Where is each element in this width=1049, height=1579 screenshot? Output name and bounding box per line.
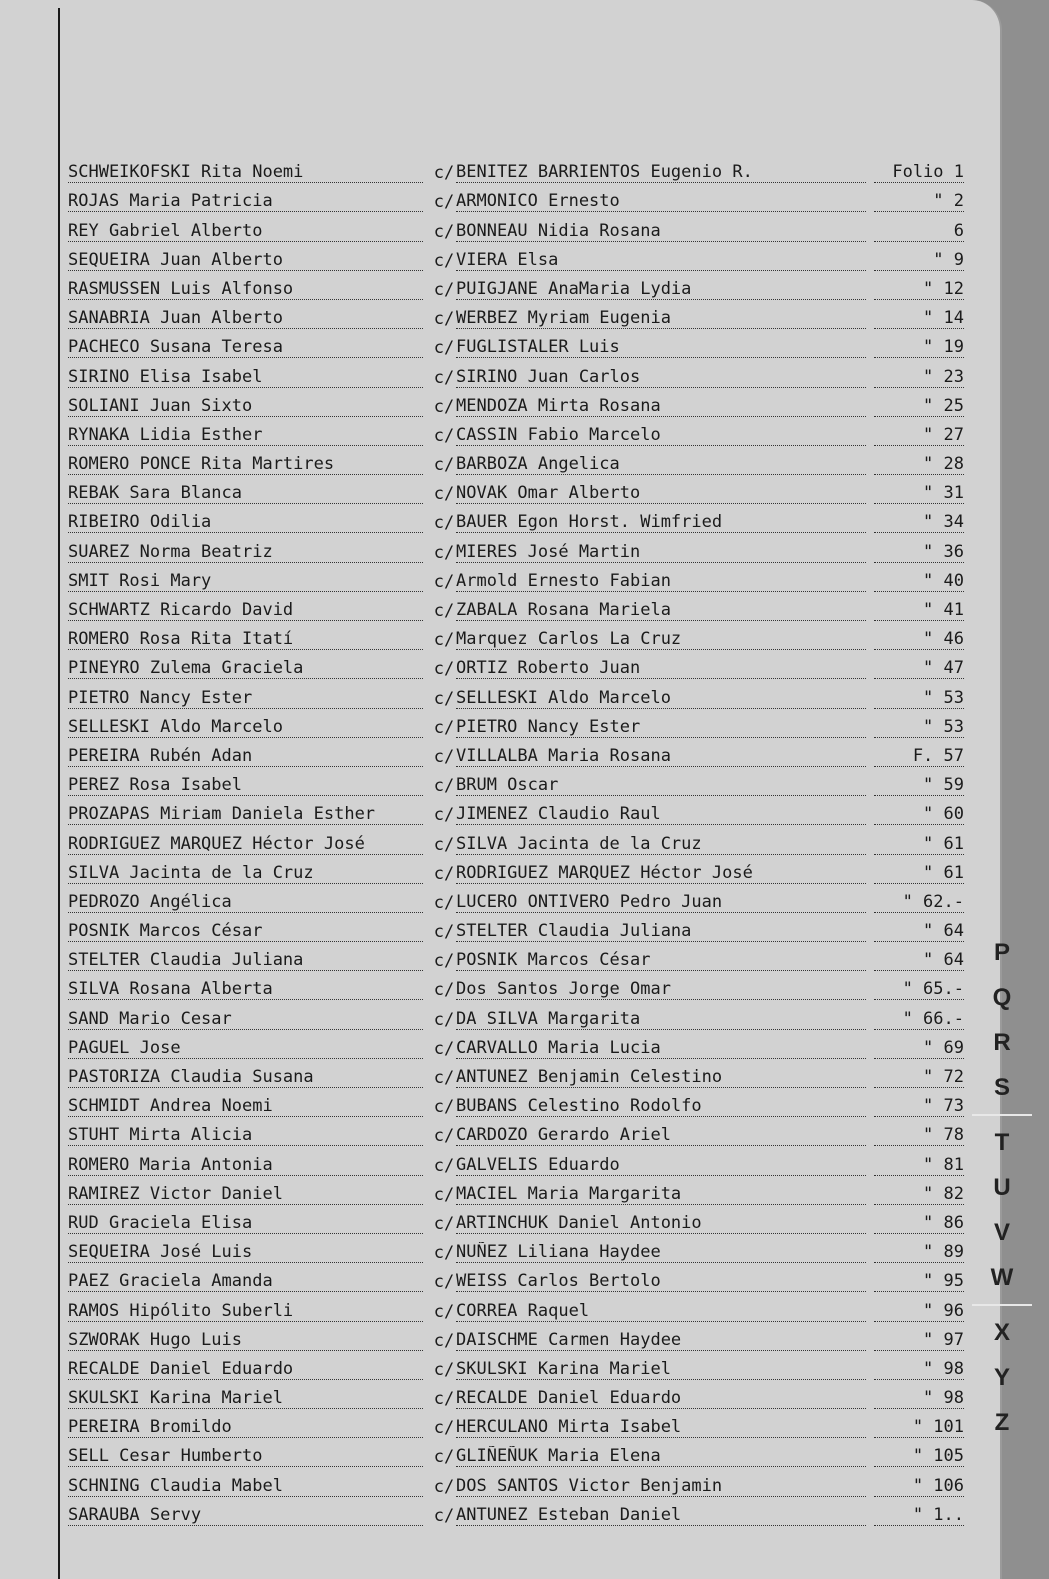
- entry-spouse: RECALDE Daniel Eduardo: [456, 1388, 866, 1409]
- entry-folio: " 9: [874, 250, 964, 271]
- entry-row: [64, 1090, 964, 1119]
- entry-spouse: BARBOZA Angelica: [456, 454, 866, 475]
- entry-row: [64, 506, 964, 535]
- entry-folio: " 36: [874, 542, 964, 563]
- entry-separator: c/: [433, 1476, 455, 1497]
- entry-folio: " 59: [874, 775, 964, 796]
- entry-name: PAGUEL Jose: [68, 1038, 423, 1059]
- entry-separator: c/: [433, 1155, 455, 1176]
- entry-name: SMIT Rosi Mary: [68, 571, 423, 592]
- entry-row: [64, 886, 964, 915]
- entry-name: PAEZ Graciela Amanda: [68, 1271, 423, 1292]
- entry-folio: " 12: [874, 279, 964, 300]
- index-tab-p[interactable]: P: [993, 939, 1010, 966]
- entry-name: RYNAKA Lidia Esther: [68, 425, 423, 446]
- entry-spouse: SELLESKI Aldo Marcelo: [456, 688, 866, 709]
- entry-folio: " 82: [874, 1184, 964, 1205]
- entry-row: [64, 711, 964, 740]
- entry-spouse: NOVAK Omar Alberto: [456, 483, 866, 504]
- entry-folio: " 27: [874, 425, 964, 446]
- entry-spouse: ORTIZ Roberto Juan: [456, 658, 866, 679]
- entry-separator: c/: [433, 1447, 455, 1468]
- entry-name: SILVA Rosana Alberta: [68, 979, 423, 1000]
- entry-folio: " 101: [874, 1417, 964, 1438]
- entry-row: [64, 565, 964, 594]
- entry-row: [64, 448, 964, 477]
- entry-spouse: RODRIGUEZ MARQUEZ Héctor José: [456, 863, 866, 884]
- entry-name: STELTER Claudia Juliana: [68, 950, 423, 971]
- entry-name: SCHWARTZ Ricardo David: [68, 600, 423, 621]
- entry-name: ROJAS Maria Patricia: [68, 191, 423, 212]
- entry-row: [64, 1032, 964, 1061]
- entry-name: RODRIGUEZ MARQUEZ Héctor José: [68, 834, 423, 855]
- entry-name: SELL Cesar Humberto: [68, 1446, 423, 1467]
- entry-separator: c/: [433, 309, 455, 330]
- entry-folio: " 69: [874, 1038, 964, 1059]
- index-tab-u[interactable]: U: [993, 1174, 1011, 1201]
- entry-row: [64, 1148, 964, 1177]
- entry-name: RAMOS Hipólito Suberli: [68, 1301, 423, 1322]
- entry-separator: c/: [433, 396, 455, 417]
- entry-name: PROZAPAS Miriam Daniela Esther: [68, 804, 423, 825]
- entry-row: [64, 594, 964, 623]
- entry-spouse: BAUER Egon Horst. Wimfried: [456, 512, 866, 533]
- entry-separator: c/: [433, 513, 455, 534]
- entry-folio: " 61: [874, 863, 964, 884]
- entry-separator: c/: [433, 659, 455, 680]
- entry-separator: c/: [433, 630, 455, 651]
- entry-separator: c/: [433, 951, 455, 972]
- index-tab-x[interactable]: X: [993, 1319, 1010, 1346]
- entry-separator: c/: [433, 1330, 455, 1351]
- entry-folio: " 28: [874, 454, 964, 475]
- entry-separator: c/: [433, 1009, 455, 1030]
- entry-separator: c/: [433, 1359, 455, 1380]
- entry-spouse: BUBANS Celestino Rodolfo: [456, 1096, 866, 1117]
- entry-folio: " 72: [874, 1067, 964, 1088]
- entry-spouse: ARMONICO Ernesto: [456, 191, 866, 212]
- entry-spouse: PUIGJANE AnaMaria Lydia: [456, 279, 866, 300]
- entry-name: PINEYRO Zulema Graciela: [68, 658, 423, 679]
- entry-separator: c/: [433, 922, 455, 943]
- entry-separator: c/: [433, 834, 455, 855]
- entry-name: SILVA Jacinta de la Cruz: [68, 863, 423, 884]
- entry-name: SZWORAK Hugo Luis: [68, 1330, 423, 1351]
- entry-row: [64, 273, 964, 302]
- entry-spouse: PIETRO Nancy Ester: [456, 717, 866, 738]
- entry-spouse: CORREA Raquel: [456, 1301, 866, 1322]
- entry-spouse: POSNIK Marcos César: [456, 950, 866, 971]
- entry-folio: " 95: [874, 1271, 964, 1292]
- entry-folio: " 61: [874, 834, 964, 855]
- entry-folio: " 1..: [874, 1505, 964, 1526]
- entry-folio: " 40: [874, 571, 964, 592]
- entry-spouse: SKULSKI Karina Mariel: [456, 1359, 866, 1380]
- entry-name: SUAREZ Norma Beatriz: [68, 542, 423, 563]
- entry-separator: c/: [433, 1126, 455, 1147]
- entry-row: [64, 1382, 964, 1411]
- entry-row: [64, 244, 964, 273]
- entry-row: [64, 185, 964, 214]
- entry-folio: " 105: [874, 1446, 964, 1467]
- index-tab-w[interactable]: W: [990, 1264, 1014, 1291]
- index-tab-t[interactable]: T: [994, 1129, 1010, 1156]
- entry-separator: c/: [433, 367, 455, 388]
- entry-row: [64, 798, 964, 827]
- entry-separator: c/: [433, 1097, 455, 1118]
- entry-spouse: SILVA Jacinta de la Cruz: [456, 834, 866, 855]
- entry-row: [64, 1440, 964, 1469]
- entry-folio: " 31: [874, 483, 964, 504]
- entry-folio: " 64: [874, 921, 964, 942]
- entry-name: SOLIANI Juan Sixto: [68, 396, 423, 417]
- entry-spouse: FUGLISTALER Luis: [456, 337, 866, 358]
- index-tab-q[interactable]: Q: [992, 984, 1012, 1011]
- entry-folio: Folio 1: [874, 162, 964, 183]
- entry-spouse: ZABALA Rosana Mariela: [456, 600, 866, 621]
- entry-row: [64, 740, 964, 769]
- entry-separator: c/: [433, 688, 455, 709]
- entry-separator: c/: [433, 571, 455, 592]
- entry-name: PIETRO Nancy Ester: [68, 688, 423, 709]
- entry-spouse: ANTUNEZ Esteban Daniel: [456, 1505, 866, 1526]
- entry-separator: c/: [433, 805, 455, 826]
- entry-row: [64, 915, 964, 944]
- entry-spouse: ANTUNEZ Benjamin Celestino: [456, 1067, 866, 1088]
- entry-separator: c/: [433, 746, 455, 767]
- entry-spouse: WERBEZ Myriam Eugenia: [456, 308, 866, 329]
- entry-row: [64, 419, 964, 448]
- entry-separator: c/: [433, 980, 455, 1001]
- entry-folio: " 65.-: [874, 979, 964, 1000]
- entry-spouse: STELTER Claudia Juliana: [456, 921, 866, 942]
- entry-row: [64, 973, 964, 1002]
- entry-separator: c/: [433, 1418, 455, 1439]
- entry-name: REBAK Sara Blanca: [68, 483, 423, 504]
- entry-separator: c/: [433, 279, 455, 300]
- entry-separator: c/: [433, 1068, 455, 1088]
- index-tab-y[interactable]: Y: [993, 1364, 1010, 1391]
- entry-row: [64, 390, 964, 419]
- index-tab-s[interactable]: S: [993, 1074, 1010, 1101]
- entry-folio: " 62.-: [874, 892, 964, 913]
- entry-row: [64, 214, 964, 243]
- index-tab-z[interactable]: Z: [994, 1409, 1010, 1436]
- entry-folio: 6: [874, 221, 964, 242]
- entry-spouse: GLIÑEÑUK Maria Elena: [456, 1446, 866, 1467]
- entry-folio: " 73: [874, 1096, 964, 1117]
- entry-row: [64, 1353, 964, 1382]
- entry-name: SIRINO Elisa Isabel: [68, 367, 423, 388]
- entry-name: PEREIRA Rubén Adan: [68, 746, 423, 767]
- entry-name: ROMERO PONCE Rita Martires: [68, 454, 423, 475]
- margin-line: [58, 8, 60, 1579]
- entry-name: SAND Mario Cesar: [68, 1009, 423, 1030]
- entry-separator: c/: [433, 250, 455, 271]
- entry-spouse: HERCULANO Mirta Isabel: [456, 1417, 866, 1438]
- entry-spouse: JIMENEZ Claudio Raul: [456, 804, 866, 825]
- index-tabs: [972, 930, 1032, 1445]
- entry-name: SEQUEIRA José Luis: [68, 1242, 423, 1263]
- entry-name: STUHT Mirta Alicia: [68, 1125, 423, 1146]
- entry-name: RUD Graciela Elisa: [68, 1213, 423, 1234]
- entry-spouse: SIRINO Juan Carlos: [456, 367, 866, 388]
- entry-separator: c/: [433, 455, 455, 476]
- entry-row: [64, 652, 964, 681]
- entry-name: PEREIRA Bromildo: [68, 1417, 423, 1438]
- entry-row: [64, 1265, 964, 1294]
- entry-folio: " 96: [874, 1301, 964, 1322]
- entry-folio: " 78: [874, 1125, 964, 1146]
- entry-folio: " 23: [874, 367, 964, 388]
- entry-separator: c/: [433, 163, 455, 184]
- entry-folio: " 2: [874, 191, 964, 212]
- entry-spouse: CARVALLO Maria Lucia: [456, 1038, 866, 1059]
- entry-separator: c/: [433, 542, 455, 563]
- entry-name: REY Gabriel Alberto: [68, 221, 423, 242]
- entry-row: [64, 623, 964, 652]
- entry-spouse: WEISS Carlos Bertolo: [456, 1271, 866, 1292]
- entry-row: [64, 1178, 964, 1207]
- entry-spouse: GALVELIS Eduardo: [456, 1155, 866, 1176]
- entry-folio: " 66.-: [874, 1009, 964, 1030]
- entry-spouse: Marquez Carlos La Cruz: [456, 629, 866, 650]
- entry-separator: c/: [433, 863, 455, 884]
- entry-name: PACHECO Susana Teresa: [68, 337, 423, 358]
- tab-divider: [972, 1304, 1032, 1306]
- entry-folio: " 98: [874, 1359, 964, 1380]
- entry-row: [64, 331, 964, 360]
- entry-folio: " 47: [874, 658, 964, 679]
- entry-row: [64, 1499, 964, 1528]
- entry-separator: c/: [433, 1243, 455, 1264]
- entry-spouse: Armold Ernesto Fabian: [456, 571, 866, 592]
- entry-spouse: CARDOZO Gerardo Ariel: [456, 1125, 866, 1146]
- entry-row: [64, 1119, 964, 1148]
- entry-spouse: VIERA Elsa: [456, 250, 866, 271]
- entry-row: [64, 1236, 964, 1265]
- entry-name: SCHNING Claudia Mabel: [68, 1476, 423, 1497]
- entry-row: [64, 302, 964, 331]
- entry-separator: c/: [433, 1038, 455, 1059]
- entry-name: PEDROZO Angélica: [68, 892, 423, 913]
- entry-name: POSNIK Marcos César: [68, 921, 423, 942]
- entry-folio: F. 57: [874, 746, 964, 767]
- entry-row: [64, 944, 964, 973]
- entry-spouse: MACIEL Maria Margarita: [456, 1184, 866, 1205]
- entry-separator: c/: [433, 1213, 455, 1234]
- entry-spouse: NUÑEZ Liliana Haydee: [456, 1242, 866, 1263]
- entry-name: RASMUSSEN Luis Alfonso: [68, 279, 423, 300]
- tab-divider: [972, 1114, 1032, 1116]
- entry-spouse: MENDOZA Mirta Rosana: [456, 396, 866, 417]
- entry-folio: " 89: [874, 1242, 964, 1263]
- index-tab-r[interactable]: R: [993, 1029, 1011, 1056]
- entry-name: ROMERO Maria Antonia: [68, 1155, 423, 1176]
- entry-row: [64, 360, 964, 389]
- entry-folio: " 106: [874, 1476, 964, 1497]
- entry-folio: " 46: [874, 629, 964, 650]
- entry-name: SCHWEIKOFSKI Rita Noemi: [68, 162, 423, 183]
- entry-separator: c/: [433, 1301, 455, 1322]
- entry-folio: " 97: [874, 1330, 964, 1351]
- entry-folio: " 60: [874, 804, 964, 825]
- entry-separator: c/: [433, 601, 455, 621]
- entry-folio: " 14: [874, 308, 964, 329]
- entry-spouse: CASSIN Fabio Marcelo: [456, 425, 866, 446]
- entry-row: [64, 1002, 964, 1031]
- entry-name: RECALDE Daniel Eduardo: [68, 1359, 423, 1380]
- entry-name: RAMIREZ Victor Daniel: [68, 1184, 423, 1205]
- entry-separator: c/: [433, 1389, 455, 1410]
- entry-row: [64, 535, 964, 564]
- entry-row: [64, 1294, 964, 1323]
- entry-spouse: BRUM Oscar: [456, 775, 866, 796]
- index-tab-v[interactable]: V: [993, 1219, 1010, 1246]
- entry-name: ROMERO Rosa Rita Itatí: [68, 629, 423, 650]
- entry-folio: " 64: [874, 950, 964, 971]
- entry-name: SARAUBA Servy: [68, 1505, 423, 1526]
- entry-separator: c/: [433, 425, 455, 446]
- entry-row: [64, 1469, 964, 1498]
- entry-folio: " 34: [874, 512, 964, 533]
- entry-row: [64, 857, 964, 886]
- entry-folio: " 86: [874, 1213, 964, 1234]
- entry-spouse: MIERES José Martin: [456, 542, 866, 563]
- entry-name: SELLESKI Aldo Marcelo: [68, 717, 423, 738]
- entry-spouse: BONNEAU Nidia Rosana: [456, 221, 866, 242]
- entry-row: [64, 156, 964, 185]
- entry-spouse: DOS SANTOS Victor Benjamin: [456, 1476, 866, 1497]
- entry-folio: " 25: [874, 396, 964, 417]
- entry-spouse: LUCERO ONTIVERO Pedro Juan: [456, 892, 866, 913]
- entry-row: [64, 1411, 964, 1440]
- entry-name: PEREZ Rosa Isabel: [68, 775, 423, 796]
- entry-separator: c/: [433, 1184, 455, 1205]
- entry-list: [64, 156, 964, 1528]
- entry-folio: " 53: [874, 717, 964, 738]
- entry-separator: c/: [433, 776, 455, 797]
- entry-row: [64, 769, 964, 798]
- entry-name: SKULSKI Karina Mariel: [68, 1388, 423, 1409]
- entry-row: [64, 1207, 964, 1236]
- entry-row: [64, 1061, 964, 1090]
- entry-name: SEQUEIRA Juan Alberto: [68, 250, 423, 271]
- entry-separator: c/: [433, 338, 455, 359]
- entry-folio: " 81: [874, 1155, 964, 1176]
- entry-folio: " 41: [874, 600, 964, 621]
- entry-folio: " 98: [874, 1388, 964, 1409]
- entry-separator: c/: [433, 484, 455, 505]
- entry-folio: " 53: [874, 688, 964, 709]
- entry-separator: c/: [433, 192, 455, 213]
- entry-separator: c/: [433, 892, 455, 913]
- entry-spouse: ARTINCHUK Daniel Antonio: [456, 1213, 866, 1234]
- entry-folio: " 19: [874, 337, 964, 358]
- entry-separator: c/: [433, 1272, 455, 1293]
- entry-spouse: Dos Santos Jorge Omar: [456, 979, 866, 1000]
- entry-name: SCHMIDT Andrea Noemi: [68, 1096, 423, 1117]
- entry-name: SANABRIA Juan Alberto: [68, 308, 423, 329]
- entry-row: [64, 827, 964, 856]
- entry-row: [64, 681, 964, 710]
- entry-spouse: DAISCHME Carmen Haydee: [456, 1330, 866, 1351]
- entry-name: PASTORIZA Claudia Susana: [68, 1067, 423, 1088]
- entry-separator: c/: [433, 221, 455, 242]
- entry-row: [64, 1324, 964, 1353]
- entry-separator: c/: [433, 1505, 455, 1526]
- entry-name: RIBEIRO Odilia: [68, 512, 423, 533]
- entry-row: [64, 477, 964, 506]
- entry-spouse: BENITEZ BARRIENTOS Eugenio R.: [456, 162, 866, 183]
- entry-spouse: DA SILVA Margarita: [456, 1009, 866, 1030]
- entry-spouse: VILLALBA Maria Rosana: [456, 746, 866, 767]
- entry-separator: c/: [433, 717, 455, 738]
